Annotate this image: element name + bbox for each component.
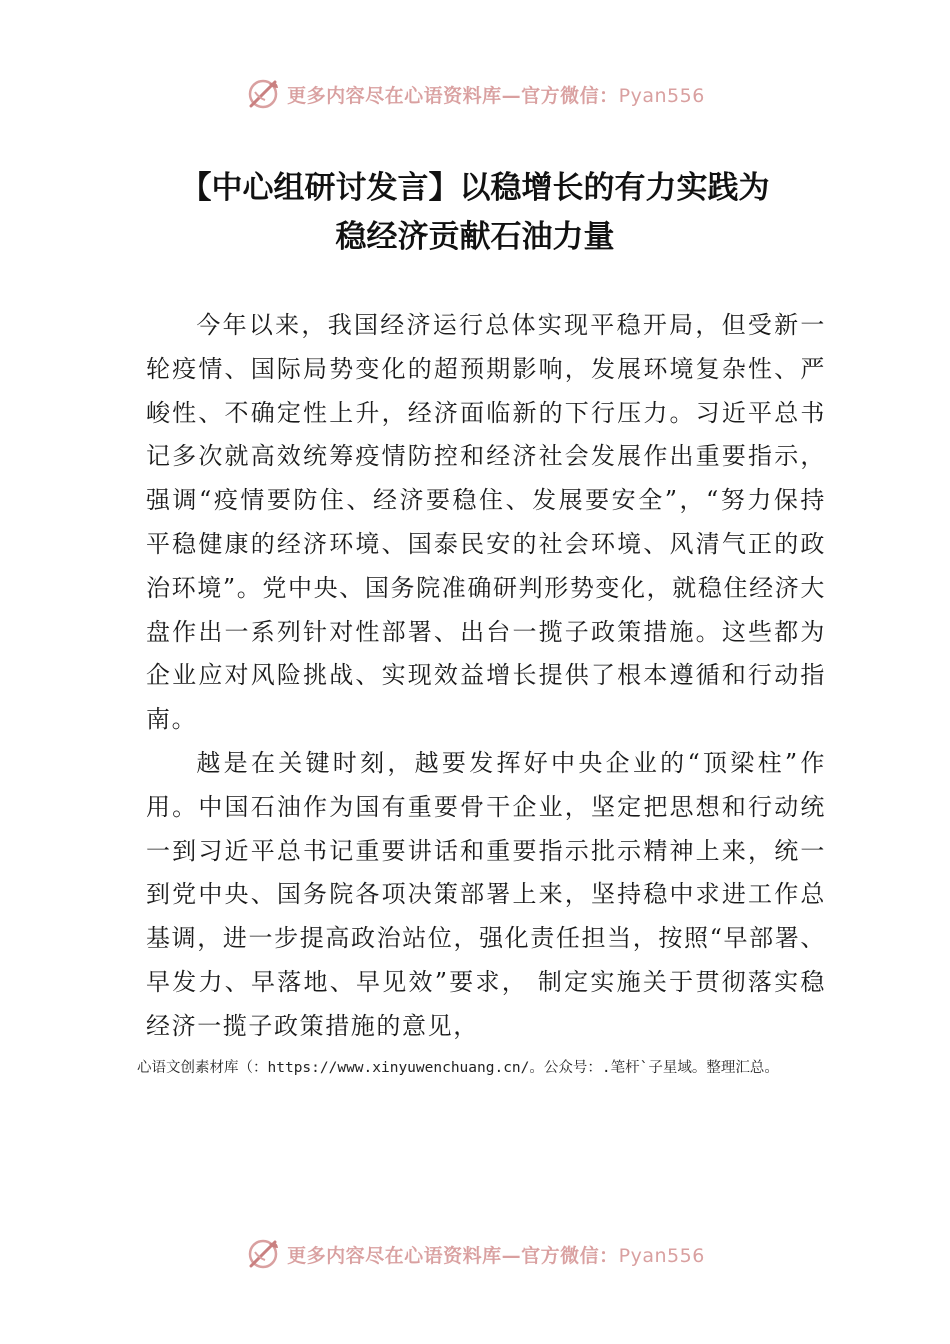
document-body <box>146 304 826 1049</box>
watermark-header <box>0 72 950 116</box>
paragraph-1: 今年以来，我国经济运行总体实现平稳开局，但受新一轮疫情、国际局势变化的超预期影响，发展环境复杂性、严峻性、不确定性上升，经济面临新的下行压力。习近平总书记多次就高效统筹疫情防控和经济社会发展作出重要指示，强调“疫情要防住、经济要稳住、发展要安全”，“努力保持平稳健康的经济环境、国泰民安的社会环境、风清气正的政治环境”。党中央、国务院准确研判形势变化，就稳住经济大盘作出一系列针对性部署、出台一揽子政策措施。这些都为企业应对风险挑战、实现效益增长提供了根本遵循和行动指南。 <box>146 311 826 734</box>
source-footnote: 心语文创素材库（：https://www.xinyuwenchuang.cn/。公众号：.笔杆`子星域。整理汇总。 <box>137 1060 779 1076</box>
watermark-footer <box>0 1232 950 1276</box>
pen-logo-icon <box>245 1236 281 1272</box>
pen-logo-icon <box>245 76 281 112</box>
watermark-text: 更多内容尽在心语资料库—官方微信：Pyan556 <box>287 1244 705 1267</box>
document-title-line1: 【中心组研讨发言】以稳增长的有力实践为 <box>180 170 770 206</box>
paragraph-2: 越是在关键时刻，越要发挥好中央企业的“顶梁柱”作用。中国石油作为国有重要骨干企业，坚定把思想和行动统一到习近平总书记重要讲话和重要指示批示精神上来，统一到党中央、国务院各项决策部署上来，坚持稳中求进工作总基调，进一步提高政治站位，强化责任担当，按照“早部署、早发力、早落地、早见效”要求， 制定实施关于贯彻落实稳经济一揽子政策措施的意见， <box>146 748 826 1040</box>
document-title-line2: 稳经济贡献石油力量 <box>335 219 615 255</box>
watermark-text: 更多内容尽在心语资料库—官方微信：Pyan556 <box>287 84 705 107</box>
